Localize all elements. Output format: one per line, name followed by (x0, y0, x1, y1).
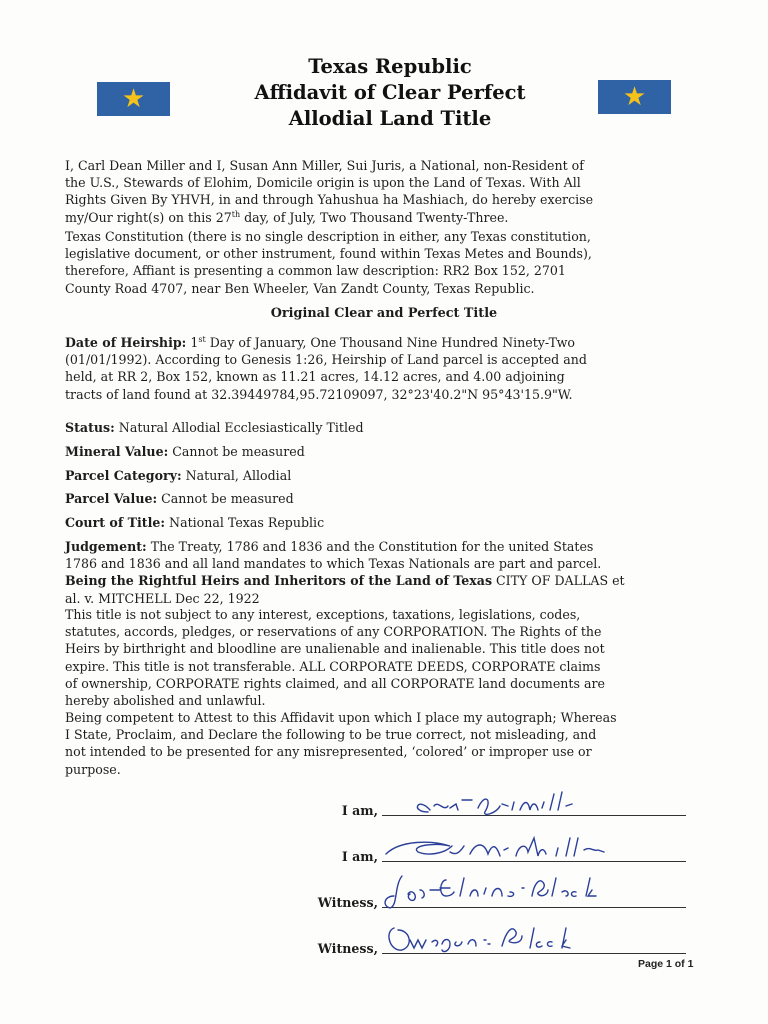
field-value: Cannot be measured (157, 491, 294, 506)
field-value: Cannot be measured (168, 444, 305, 459)
signature-row (300, 788, 700, 818)
page-number: Page 1 of 1 (638, 958, 694, 970)
title-line-3: Allodial Land Title (288, 107, 492, 130)
status-field (65, 420, 364, 435)
text-line: Being competent to Attest to this Affidavit upon which I place my autograph; Whereas (65, 710, 617, 725)
field-label: Parcel Value: (65, 491, 158, 506)
signature-row (300, 926, 700, 956)
handwritten-signature (380, 872, 640, 912)
handwritten-signature (380, 832, 640, 866)
field-label: Date of Heirship: (65, 335, 187, 350)
text-run: Day of January, One Thousand Nine Hundred Ninety-Two (205, 335, 575, 350)
text-line: not intended to be presented for any misrepresented, ‘colored’ or improper use or (65, 744, 592, 760)
field-value: Natural Allodial Ecclesiastically Titled (114, 420, 364, 435)
section-heading: Original Clear and Perfect Title (270, 306, 498, 321)
field-value: National Texas Republic (165, 515, 325, 530)
text-line: statutes, accords, pledges, or reservations of any CORPORATION. The Rights of the (65, 624, 602, 640)
star-icon: ★ (622, 82, 647, 112)
star-icon: ★ (121, 84, 146, 114)
handwritten-signature (380, 922, 620, 958)
text-line: 1786 and 1836 and all land mandates to which Texas Nationals are part and parcel. (65, 556, 602, 572)
signature-label: I am, (341, 803, 378, 818)
signature-row (300, 834, 700, 864)
text-run: my/Our right(s) on this 27 (65, 209, 232, 225)
bold-phrase: Being the Rightful Heirs and Inheritors of the Land of Texas (65, 573, 493, 589)
text-line (65, 209, 715, 226)
ordinal-suffix: th (231, 209, 241, 219)
text-line: expire. This title is not transferable. ALL CORPORATE DEEDS, CORPORATE claims (65, 658, 601, 674)
field-label: Mineral Value: (65, 444, 169, 459)
corporation-paragraph (65, 606, 715, 709)
text-run: 1 (186, 335, 199, 350)
text-line: This title is not subject to any interest, exceptions, taxations, legislations, codes, (65, 607, 581, 622)
intro-paragraph (65, 157, 715, 226)
title-line-2: Affidavit of Clear Perfect (254, 81, 526, 104)
parcel-category-field (65, 468, 291, 483)
parcel-value-field (65, 491, 294, 506)
signature-label: I am, (341, 849, 378, 864)
text-line (65, 334, 715, 351)
text-line (65, 572, 715, 589)
field-label: Judgement: (65, 539, 147, 554)
text-line: therefore, Affiant is presenting a common law description: RR2 Box 152, 2701 (65, 263, 566, 279)
text-line: Rights Given By YHVH, in and through Yahushua ha Mashiach, do hereby exercise (65, 192, 594, 208)
field-label: Parcel Category: (65, 468, 182, 483)
text-run: The Treaty, 1786 and 1836 and the Constitution for the united States (146, 539, 594, 554)
constitution-paragraph (65, 228, 715, 297)
text-line (65, 538, 715, 555)
text-run: day, of July, Two Thousand Twenty-Three. (240, 209, 509, 225)
signature-label: Witness, (317, 941, 378, 956)
text-line: Heirs by birthright and bloodline are unalienable and inalienable. This title does not (65, 641, 605, 657)
field-label: Status: (65, 420, 115, 435)
text-line: County Road 4707, near Ben Wheeler, Van Zandt County, Texas Republic. (65, 280, 535, 296)
text-line: al. v. MITCHELL Dec 22, 1922 (65, 590, 260, 606)
text-line: hereby abolished and unlawful. (65, 693, 266, 709)
heirship-paragraph (65, 334, 715, 403)
text-line: legislative document, or other instrument, found within Texas Metes and Bounds), (65, 246, 592, 262)
signature-row (300, 880, 700, 910)
handwritten-signature (380, 786, 620, 820)
text-line: I State, Proclaim, and Declare the following to be true correct, not misleading, and (65, 727, 597, 743)
ordinal-suffix: st (198, 334, 206, 344)
field-label: Court of Title: (65, 515, 166, 530)
title-line-1: Texas Republic (308, 55, 472, 78)
judgement-paragraph (65, 538, 715, 607)
text-line: Texas Constitution (there is no single description in either, any Texas constitution, (65, 229, 591, 244)
attest-paragraph (65, 709, 715, 778)
court-of-title-field (65, 515, 324, 530)
document-title (160, 54, 620, 132)
mineral-value-field (65, 444, 305, 459)
text-line: tracts of land found at 32.39449784,95.72109097, 32°23'40.2"N 95°43'15.9"W. (65, 386, 573, 402)
text-line: held, at RR 2, Box 152, known as 11.21 acres, 14.12 acres, and 4.00 adjoining (65, 369, 565, 385)
text-line: (01/01/1992). According to Genesis 1:26, Heirship of Land parcel is accepted and (65, 352, 587, 368)
text-line: purpose. (65, 761, 121, 777)
signature-label: Witness, (317, 895, 378, 910)
text-run: CITY OF DALLAS et (492, 573, 625, 589)
text-line: of ownership, CORPORATE rights claimed, and all CORPORATE land documents are (65, 675, 605, 691)
text-line: the U.S., Stewards of Elohim, Domicile origin is upon the Land of Texas. With All (65, 175, 581, 191)
text-line: I, Carl Dean Miller and I, Susan Ann Miller, Sui Juris, a National, non-Resident of (65, 158, 584, 173)
field-value: Natural, Allodial (181, 468, 292, 483)
